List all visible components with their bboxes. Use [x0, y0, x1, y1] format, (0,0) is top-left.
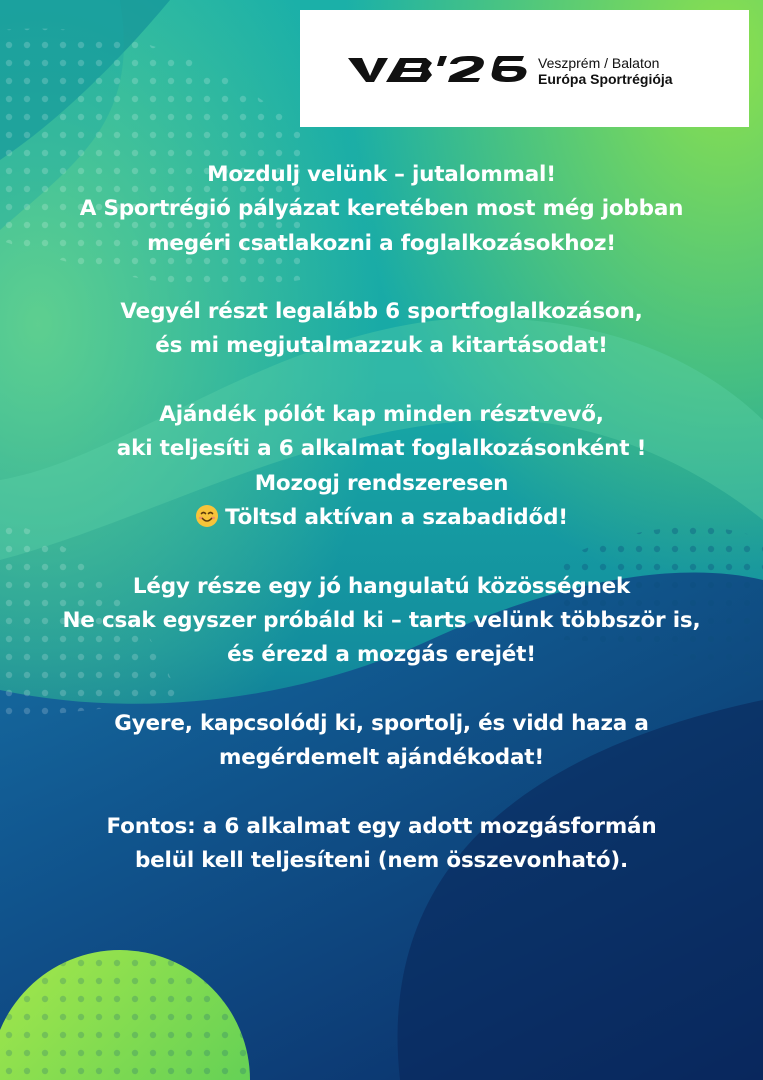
- important-note: Fontos: a 6 alkalmat egy adott mozgásformán: [106, 813, 657, 839]
- text-line: Vegyél részt legalább 6 sportfoglalkozáson,: [120, 299, 643, 325]
- text-line: aki teljesíti a 6 alkalmat foglalkozásonként !: [116, 436, 647, 462]
- text-line-with-emoji: [0, 501, 763, 535]
- announcement-text: [0, 158, 763, 878]
- text-line: és mi megjutalmazzuk a kitartásodat!: [155, 333, 608, 359]
- logo-panel: [300, 10, 749, 127]
- important-note: belül kell teljesíteni (nem összevonható).: [134, 847, 628, 873]
- text-line: megéri csatlakozni a foglalkozásokhoz!: [147, 230, 616, 256]
- text-line: Gyere, kapcsolódj ki, sportolj, és vidd haza a: [114, 710, 649, 736]
- smiling-face-icon: [195, 504, 219, 528]
- vb26-logo-mark-icon: [348, 54, 530, 84]
- logo-wordmark: [538, 55, 673, 87]
- text-line: Ajándék pólót kap minden résztvevő,: [159, 402, 604, 428]
- logo-line-1: Veszprém / Balaton: [538, 55, 660, 71]
- text-line: Töltsd aktívan a szabadidőd!: [225, 504, 568, 530]
- text-line: Ne csak egyszer próbáld ki – tarts velünk többször is,: [62, 607, 701, 633]
- logo-line-2: Európa Sportrégiója: [538, 71, 673, 87]
- headline: Mozdulj velünk – jutalommal!: [207, 162, 556, 187]
- text-line: és érezd a mozgás erejét!: [227, 642, 536, 668]
- text-line: A Sportrégió pályázat keretében most még jobban: [79, 196, 684, 222]
- text-line: Légy része egy jó hangulatú közösségnek: [132, 573, 631, 599]
- text-line: Mozogj rendszeresen: [254, 470, 509, 496]
- text-line: megérdemelt ajándékodat!: [219, 745, 544, 771]
